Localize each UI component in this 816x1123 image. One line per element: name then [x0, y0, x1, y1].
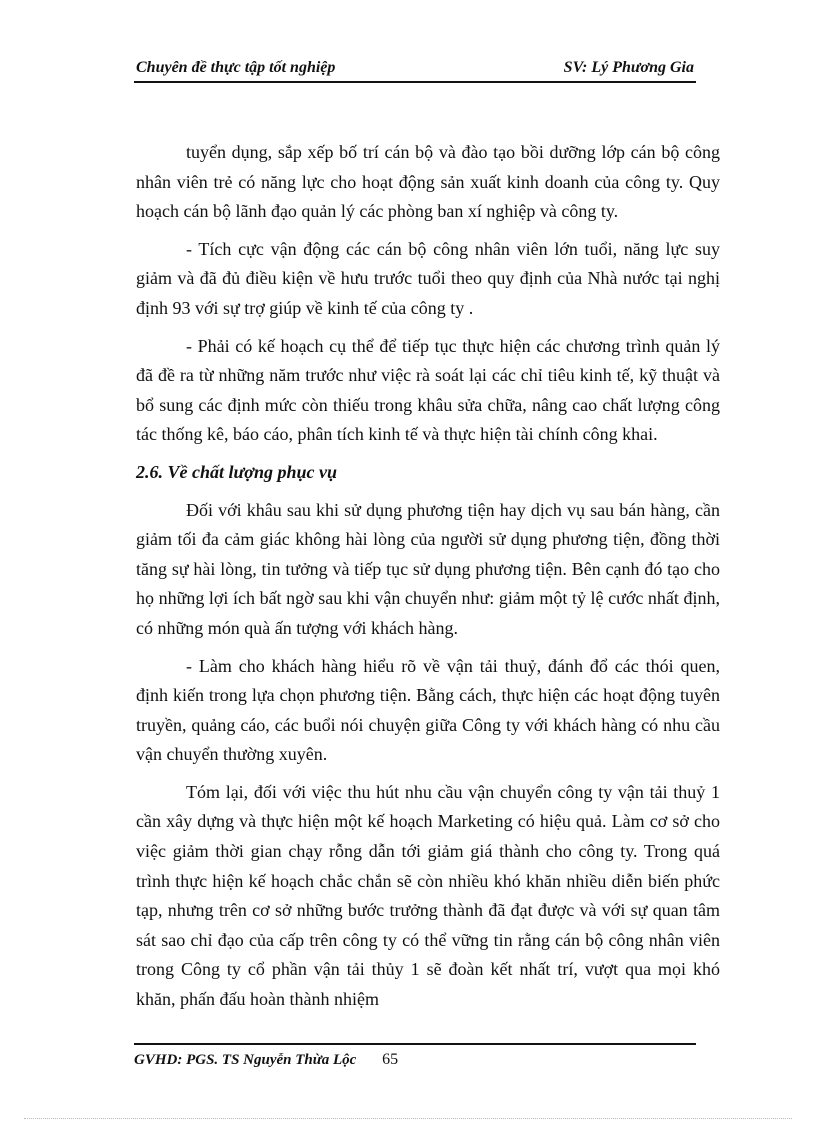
body-paragraph: Tóm lại, đối với việc thu hút nhu cầu vận chuyển công ty vận tải thuỷ 1 cần xây dựng và thực hiện một kế hoạch Marketing có hiệu quả. Làm cơ sở cho việc giảm thời gian chạy rỗng dẫn tới giảm giá thành cho công ty. Trong quá trình thực hiện kế hoạch chắc chắn sẽ còn nhiều khó khăn nhiều diễn biến phức tạp, nhưng trên cơ sở những bước trưởng thành đã đạt được và với sự quan tâm sát sao chỉ đạo của cấp trên công ty có thể vững tin rằng cán bộ công nhân viên trong Công ty cổ phần vận tải thủy 1 sẽ đoàn kết nhất trí, vượt qua mọi khó khăn, phấn đấu hoàn thành nhiệm — [136, 781, 720, 1010]
page-bottom-divider — [24, 1118, 792, 1119]
body-paragraph: - Tích cực vận động các cán bộ công nhân viên lớn tuổi, năng lực suy giảm và đã đủ điều kiện về hưu trước tuổi theo quy định của Nhà nước tại nghị định 93 với sự trợ giúp về kinh tế của công ty . — [136, 238, 720, 318]
page-body — [136, 138, 720, 1023]
body-paragraph: Đối với khâu sau khi sử dụng phương tiện hay dịch vụ sau bán hàng, cần giảm tối đa cảm giác không hài lòng của người sử dụng phương tiện, đồng thời tăng sự hài lòng, tin tưởng và tiếp tục sử dụng phương tiện. Bên cạnh đó tạo cho họ những lợi ích bất ngờ sau khi vận chuyển như: giảm một tỷ lệ cước nhất định, có những món quà ấn tượng với khách hàng. — [136, 499, 720, 638]
footer-advisor: GVHD: PGS. TS Nguyễn Thừa Lộc — [134, 1052, 357, 1068]
page-number: 65 — [382, 1051, 399, 1068]
page-header — [134, 55, 696, 83]
header-author: SV: Lý Phương Gia — [563, 59, 694, 76]
page-footer — [134, 1043, 696, 1069]
body-paragraph: tuyển dụng, sắp xếp bố trí cán bộ và đào tạo bồi dưỡng lớp cán bộ công nhân viên trẻ có năng lực cho hoạt động sản xuất kinh doanh của công ty. Quy hoạch cán bộ lãnh đạo quản lý các phòng ban xí nghiệp và công ty. — [136, 142, 720, 222]
body-paragraph: - Phải có kế hoạch cụ thể để tiếp tục thực hiện các chương trình quản lý đã đề ra từ những năm trước như việc rà soát lại các chỉ tiêu kinh tế, kỹ thuật và bổ sung các định mức còn thiếu trong khâu sửa chữa, nâng cao chất lượng công tác thống kê, báo cáo, phân tích kinh tế và thực hiện tài chính công khai. — [136, 335, 720, 445]
section-heading: 2.6. Về chất lượng phục vụ — [136, 461, 337, 482]
body-paragraph: - Làm cho khách hàng hiểu rõ về vận tải thuỷ, đánh đổ các thói quen, định kiến trong lựa chọn phương tiện. Bằng cách, thực hiện các hoạt động tuyên truyền, quảng cáo, các buổi nói chuyện giữa Công ty với khách hàng có nhu cầu vận chuyển thường xuyên. — [136, 655, 720, 765]
header-title: Chuyên đề thực tập tốt nghiệp — [136, 59, 336, 76]
